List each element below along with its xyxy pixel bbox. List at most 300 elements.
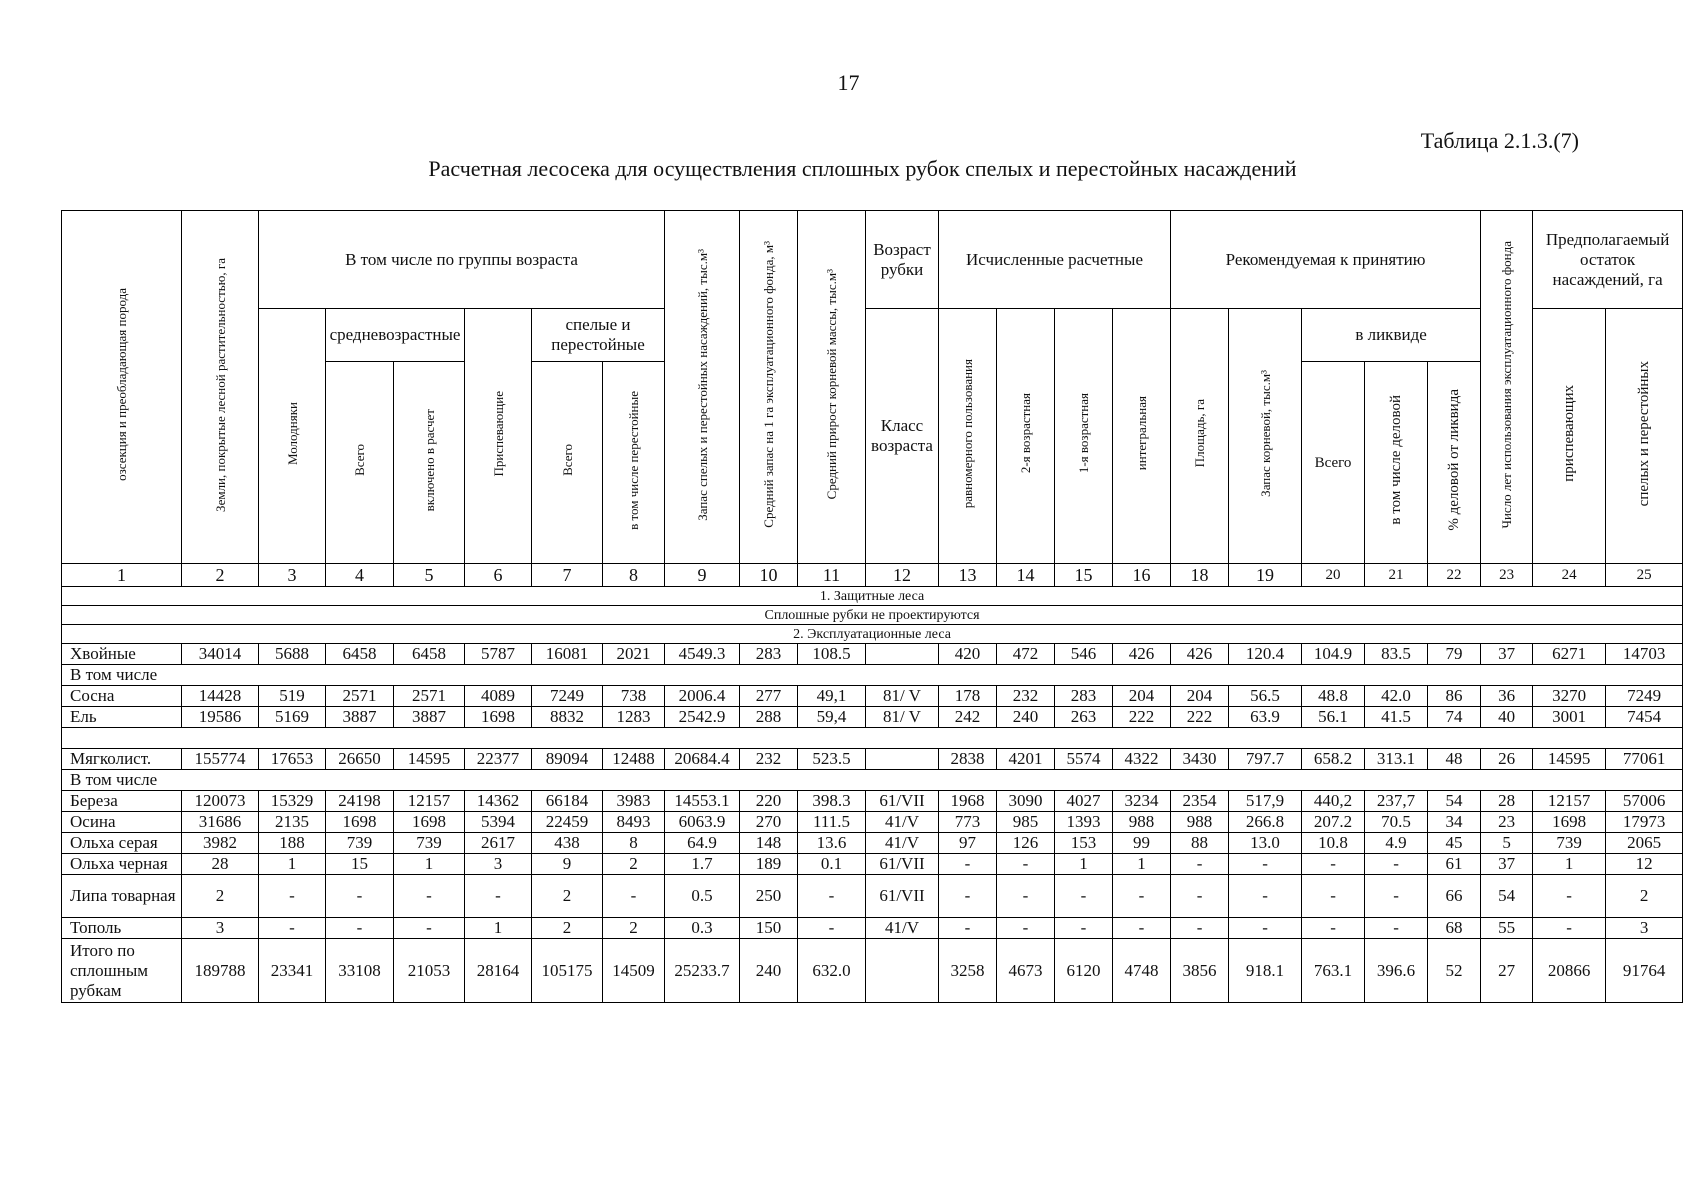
table-cell: 204	[1113, 686, 1171, 707]
col-number: 6	[465, 564, 532, 587]
col-number: 10	[740, 564, 798, 587]
table-cell: 2571	[326, 686, 394, 707]
table-cell: -	[1533, 875, 1606, 918]
table-cell: 2	[532, 918, 603, 939]
table-cell: 41.5	[1365, 707, 1428, 728]
table-cell: 28	[1481, 791, 1533, 812]
row-label: Хвойные	[62, 644, 182, 665]
col-number: 7	[532, 564, 603, 587]
table-cell: -	[1302, 875, 1365, 918]
table-row-pine	[62, 686, 1683, 707]
table-cell: 0.5	[665, 875, 740, 918]
table-cell: 8	[603, 833, 665, 854]
table-cell: 240	[997, 707, 1055, 728]
including-label: В том числе	[62, 770, 1683, 791]
table-cell: -	[394, 918, 465, 939]
table-cell: 237,7	[1365, 791, 1428, 812]
table-cell: 396.6	[1365, 939, 1428, 1003]
table-cell: 105175	[532, 939, 603, 1003]
table-cell: 97	[939, 833, 997, 854]
row-label: Ель	[62, 707, 182, 728]
table-cell: 14595	[394, 749, 465, 770]
table-cell: 48.8	[1302, 686, 1365, 707]
table-id: Таблица 2.1.3.(7)	[1420, 128, 1579, 153]
header-col-1: озсекция и преобладающая порода	[62, 211, 182, 564]
table-cell: 54	[1481, 875, 1533, 918]
table-cell: 426	[1171, 644, 1229, 665]
table-cell: -	[939, 918, 997, 939]
table-cell: 41/V	[866, 918, 939, 939]
header-col-19: Запас корневой, тыс.м³	[1229, 309, 1302, 564]
section-not-planned: Сплошные рубки не проектируются	[62, 606, 1683, 625]
table-cell: -	[1113, 875, 1171, 918]
table-cell: 277	[740, 686, 798, 707]
header-col-18: Площадь, га	[1171, 309, 1229, 564]
table-cell: -	[1055, 918, 1113, 939]
table-cell: 4322	[1113, 749, 1171, 770]
table-cell: 28164	[465, 939, 532, 1003]
table-cell: 66184	[532, 791, 603, 812]
table-cell: -	[1365, 854, 1428, 875]
col-number: 5	[394, 564, 465, 587]
table-cell: 2617	[465, 833, 532, 854]
table-cell: 81/ V	[866, 686, 939, 707]
table-cell: 2021	[603, 644, 665, 665]
table-cell: -	[259, 918, 326, 939]
table-cell: 5394	[465, 812, 532, 833]
table-cell	[866, 939, 939, 1003]
table-cell: 3	[182, 918, 259, 939]
table-cell: 988	[1171, 812, 1229, 833]
table-cell: -	[1171, 918, 1229, 939]
header-col-5: включено в расчет	[394, 362, 465, 564]
table-cell: 3887	[394, 707, 465, 728]
table-cell: 63.9	[1229, 707, 1302, 728]
table-cell: 61/VII	[866, 791, 939, 812]
header-middle-aged: средневозрастные	[326, 309, 465, 362]
table-cell: 20684.4	[665, 749, 740, 770]
table-row-spruce	[62, 707, 1683, 728]
table-cell: 1698	[465, 707, 532, 728]
row-label: Ольха серая	[62, 833, 182, 854]
table-cell: 4748	[1113, 939, 1171, 1003]
table-cell: 2354	[1171, 791, 1229, 812]
table-cell: 1698	[394, 812, 465, 833]
col-number: 8	[603, 564, 665, 587]
table-cell: 250	[740, 875, 798, 918]
table-cell: -	[1365, 875, 1428, 918]
blank-row	[62, 728, 1683, 749]
col-number: 18	[1171, 564, 1229, 587]
table-cell: -	[997, 918, 1055, 939]
header-col-3: Молодняки	[259, 309, 326, 564]
table-cell: 6271	[1533, 644, 1606, 665]
table-cell: 0.3	[665, 918, 740, 939]
table-cell: 3983	[603, 791, 665, 812]
table-cell: 7454	[1606, 707, 1683, 728]
row-label: Ольха черная	[62, 854, 182, 875]
table-cell: 19586	[182, 707, 259, 728]
table-cell: 48	[1428, 749, 1481, 770]
table-cell: 57006	[1606, 791, 1683, 812]
table-cell: -	[1229, 875, 1302, 918]
table-row-total	[62, 939, 1683, 1003]
table-cell: 61	[1428, 854, 1481, 875]
table-cell: 632.0	[798, 939, 866, 1003]
table-cell: 1968	[939, 791, 997, 812]
col-number: 24	[1533, 564, 1606, 587]
table-cell: 55	[1481, 918, 1533, 939]
table-cell: 263	[1055, 707, 1113, 728]
table-cell: 13.6	[798, 833, 866, 854]
table-cell: 41/V	[866, 812, 939, 833]
table-row-aspen	[62, 812, 1683, 833]
col-number: 1	[62, 564, 182, 587]
table-cell: 61/VII	[866, 875, 939, 918]
table-cell: -	[939, 875, 997, 918]
header-recommended: Рекомендуемая к принятию	[1171, 211, 1481, 309]
table-row-conifers	[62, 644, 1683, 665]
table-cell: 1698	[1533, 812, 1606, 833]
table-cell: -	[997, 854, 1055, 875]
header-col-2: Земли, покрытые лесной растительностью, га	[182, 211, 259, 564]
table-cell: 20866	[1533, 939, 1606, 1003]
row-label: Липа товарная	[62, 875, 182, 918]
header-col-13: равномерного пользования	[939, 309, 997, 564]
col-number: 16	[1113, 564, 1171, 587]
row-label: Осина	[62, 812, 182, 833]
table-cell: 918.1	[1229, 939, 1302, 1003]
table-cell: 207.2	[1302, 812, 1365, 833]
table-cell: 21053	[394, 939, 465, 1003]
table-cell: 4089	[465, 686, 532, 707]
table-cell: 4027	[1055, 791, 1113, 812]
table-cell: 37	[1481, 854, 1533, 875]
table-cell: 3	[1606, 918, 1683, 939]
col-number: 3	[259, 564, 326, 587]
table-cell: 4673	[997, 939, 1055, 1003]
table-cell: 17973	[1606, 812, 1683, 833]
header-felling-age: Возраст рубки	[866, 211, 939, 309]
table-cell: 288	[740, 707, 798, 728]
header-col-14: 2-я возрастная	[997, 309, 1055, 564]
table-cell: 153	[1055, 833, 1113, 854]
table-cell: 89094	[532, 749, 603, 770]
table-cell: 14362	[465, 791, 532, 812]
table-cell: 88	[1171, 833, 1229, 854]
table-cell: 546	[1055, 644, 1113, 665]
felling-table	[61, 210, 1683, 1003]
table-cell: 440,2	[1302, 791, 1365, 812]
section-exploitation: 2. Эксплуатационные леса	[62, 625, 1683, 644]
table-row-birch	[62, 791, 1683, 812]
table-cell: 36	[1481, 686, 1533, 707]
table-cell: 398.3	[798, 791, 866, 812]
table-cell: 1.7	[665, 854, 740, 875]
col-number: 22	[1428, 564, 1481, 587]
table-cell: 523.5	[798, 749, 866, 770]
table-cell: 3258	[939, 939, 997, 1003]
table-cell: 23	[1481, 812, 1533, 833]
table-cell: 5688	[259, 644, 326, 665]
table-cell: 3234	[1113, 791, 1171, 812]
table-row-softwood	[62, 749, 1683, 770]
table-cell: 2838	[939, 749, 997, 770]
table-cell: 220	[740, 791, 798, 812]
table-cell: 79	[1428, 644, 1481, 665]
table-cell: 31686	[182, 812, 259, 833]
table-cell: 41/V	[866, 833, 939, 854]
table-cell: 0.1	[798, 854, 866, 875]
col-number: 2	[182, 564, 259, 587]
table-cell: 54	[1428, 791, 1481, 812]
header-col-10: Средний запас на 1 га эксплуатационного фонда, м³	[740, 211, 798, 564]
header-col-6: Приспевающие	[465, 309, 532, 564]
table-cell	[866, 749, 939, 770]
table-cell: 155774	[182, 749, 259, 770]
table-cell: 517,9	[1229, 791, 1302, 812]
table-cell: 283	[740, 644, 798, 665]
table-cell: 1698	[326, 812, 394, 833]
table-cell: -	[394, 875, 465, 918]
table-cell: 1283	[603, 707, 665, 728]
table-cell: 738	[603, 686, 665, 707]
table-cell: 438	[532, 833, 603, 854]
col-number: 19	[1229, 564, 1302, 587]
page-number: 17	[837, 70, 860, 95]
table-cell: 104.9	[1302, 644, 1365, 665]
table-cell: 2	[603, 854, 665, 875]
table-cell: 12157	[1533, 791, 1606, 812]
table-cell: 988	[1113, 812, 1171, 833]
col-number: 13	[939, 564, 997, 587]
table-cell: 1393	[1055, 812, 1113, 833]
table-cell: 763.1	[1302, 939, 1365, 1003]
table-cell: -	[997, 875, 1055, 918]
table-cell: 4201	[997, 749, 1055, 770]
table-cell: 86	[1428, 686, 1481, 707]
table-cell: 14509	[603, 939, 665, 1003]
col-number: 4	[326, 564, 394, 587]
table-cell: 6063.9	[665, 812, 740, 833]
table-cell: 70.5	[1365, 812, 1428, 833]
table-title: Расчетная лесосека для осуществления сплошных рубок спелых и перестойных насаждений	[428, 156, 1297, 181]
table-cell: 658.2	[1302, 749, 1365, 770]
table-cell: 2	[1606, 875, 1683, 918]
table-cell: 266.8	[1229, 812, 1302, 833]
table-cell: 2065	[1606, 833, 1683, 854]
table-cell: -	[1229, 854, 1302, 875]
table-cell: 34	[1428, 812, 1481, 833]
header-col-24: приспевающих	[1533, 309, 1606, 564]
table-cell: 83.5	[1365, 644, 1428, 665]
table-cell: 37	[1481, 644, 1533, 665]
table-cell: 126	[997, 833, 1055, 854]
table-cell: 99	[1113, 833, 1171, 854]
table-cell: 61/VII	[866, 854, 939, 875]
table-cell: 2	[182, 875, 259, 918]
header-col-25: спелых и перестойных	[1606, 309, 1683, 564]
table-cell: 5	[1481, 833, 1533, 854]
table-cell: 8832	[532, 707, 603, 728]
table-cell: 2135	[259, 812, 326, 833]
header-liquid: в ликвиде	[1302, 309, 1481, 362]
table-cell: -	[798, 875, 866, 918]
header-col-4: Всего	[326, 362, 394, 564]
col-number: 9	[665, 564, 740, 587]
table-cell: 91764	[1606, 939, 1683, 1003]
table-cell: 3887	[326, 707, 394, 728]
table-cell: 6458	[394, 644, 465, 665]
col-number: 23	[1481, 564, 1533, 587]
col-number: 21	[1365, 564, 1428, 587]
table-cell: 472	[997, 644, 1055, 665]
table-cell: 42.0	[1365, 686, 1428, 707]
table-cell: 222	[1171, 707, 1229, 728]
table-cell: 7249	[1606, 686, 1683, 707]
table-cell: 5787	[465, 644, 532, 665]
table-cell: 22459	[532, 812, 603, 833]
table-cell: 739	[394, 833, 465, 854]
table-cell: 313.1	[1365, 749, 1428, 770]
header-remaining: Предполагаемый остаток насаждений, га	[1533, 211, 1683, 309]
table-cell: 773	[939, 812, 997, 833]
table-cell: 426	[1113, 644, 1171, 665]
header-col-21: в том числе деловой	[1365, 362, 1428, 564]
table-cell: 148	[740, 833, 798, 854]
table-cell: 33108	[326, 939, 394, 1003]
table-cell: 150	[740, 918, 798, 939]
table-cell: 120073	[182, 791, 259, 812]
table-cell: 1	[465, 918, 532, 939]
table-cell: 283	[1055, 686, 1113, 707]
table-cell: 204	[1171, 686, 1229, 707]
table-cell: 13.0	[1229, 833, 1302, 854]
table-cell: 1	[1533, 854, 1606, 875]
table-cell: 14595	[1533, 749, 1606, 770]
row-label: Мягколист.	[62, 749, 182, 770]
col-number: 15	[1055, 564, 1113, 587]
table-cell: 49,1	[798, 686, 866, 707]
table-cell: 56.5	[1229, 686, 1302, 707]
table-cell: 15	[326, 854, 394, 875]
table-cell: 242	[939, 707, 997, 728]
table-cell: 7249	[532, 686, 603, 707]
table-cell: 12	[1606, 854, 1683, 875]
table-cell: 797.7	[1229, 749, 1302, 770]
table-cell: 59,4	[798, 707, 866, 728]
header-col-20: Всего	[1302, 362, 1365, 564]
table-cell: 1	[1113, 854, 1171, 875]
header-mature: спелые и перестойные	[532, 309, 665, 362]
table-cell: 77061	[1606, 749, 1683, 770]
header-col-9: Запас спелых и перестойных насаждений, тыс.м³	[665, 211, 740, 564]
table-cell: 23341	[259, 939, 326, 1003]
table-cell: 34014	[182, 644, 259, 665]
col-number: 25	[1606, 564, 1683, 587]
col-number: 20	[1302, 564, 1365, 587]
table-cell: 52	[1428, 939, 1481, 1003]
header-col-22: % деловой от ликвида	[1428, 362, 1481, 564]
table-cell: -	[326, 918, 394, 939]
table-cell: -	[1302, 918, 1365, 939]
table-cell: 189788	[182, 939, 259, 1003]
table-cell: -	[1055, 875, 1113, 918]
table-cell: 10.8	[1302, 833, 1365, 854]
table-cell: 178	[939, 686, 997, 707]
table-row-linden	[62, 875, 1683, 918]
col-number: 11	[798, 564, 866, 587]
col-number: 14	[997, 564, 1055, 587]
table-cell: 28	[182, 854, 259, 875]
table-cell: -	[1302, 854, 1365, 875]
table-cell: -	[1365, 918, 1428, 939]
table-cell: -	[603, 875, 665, 918]
table-row-black-alder	[62, 854, 1683, 875]
table-cell: 5574	[1055, 749, 1113, 770]
table-cell: 985	[997, 812, 1055, 833]
table-cell: 270	[740, 812, 798, 833]
table-cell: 5169	[259, 707, 326, 728]
table-cell: 45	[1428, 833, 1481, 854]
table-cell: 8493	[603, 812, 665, 833]
table-cell: -	[326, 875, 394, 918]
header-col-12: Класс возраста	[866, 309, 939, 564]
col-number: 12	[866, 564, 939, 587]
table-cell: 2542.9	[665, 707, 740, 728]
header-col-16: интегральная	[1113, 309, 1171, 564]
table-cell: 25233.7	[665, 939, 740, 1003]
table-cell: 15329	[259, 791, 326, 812]
table-cell: 240	[740, 939, 798, 1003]
table-cell: 4.9	[1365, 833, 1428, 854]
header-col-8: в том числе перестойные	[603, 362, 665, 564]
table-cell: 14428	[182, 686, 259, 707]
table-cell: 4549.3	[665, 644, 740, 665]
table-cell: 6120	[1055, 939, 1113, 1003]
table-cell: 2006.4	[665, 686, 740, 707]
table-cell: 9	[532, 854, 603, 875]
table-cell: 739	[326, 833, 394, 854]
table-cell: 3090	[997, 791, 1055, 812]
table-cell: 17653	[259, 749, 326, 770]
row-label: Сосна	[62, 686, 182, 707]
table-cell: 189	[740, 854, 798, 875]
table-cell: 232	[997, 686, 1055, 707]
table-cell: 420	[939, 644, 997, 665]
table-cell: 519	[259, 686, 326, 707]
table-cell: 74	[1428, 707, 1481, 728]
table-cell: 3270	[1533, 686, 1606, 707]
table-cell: 2	[532, 875, 603, 918]
table-cell: -	[939, 854, 997, 875]
table-cell: 111.5	[798, 812, 866, 833]
header-col-15: 1-я возрастная	[1055, 309, 1113, 564]
table-cell: 40	[1481, 707, 1533, 728]
table-cell: 2571	[394, 686, 465, 707]
table-cell: 3430	[1171, 749, 1229, 770]
table-cell: 14703	[1606, 644, 1683, 665]
table-row-grey-alder	[62, 833, 1683, 854]
table-cell: -	[1171, 854, 1229, 875]
table-cell: 232	[740, 749, 798, 770]
header-calculated: Исчисленные расчетные	[939, 211, 1171, 309]
table-cell: 1	[1055, 854, 1113, 875]
table-cell: 56.1	[1302, 707, 1365, 728]
table-cell: 27	[1481, 939, 1533, 1003]
header-col-7: Всего	[532, 362, 603, 564]
header-age-groups: В том числе по группы возраста	[259, 211, 665, 309]
